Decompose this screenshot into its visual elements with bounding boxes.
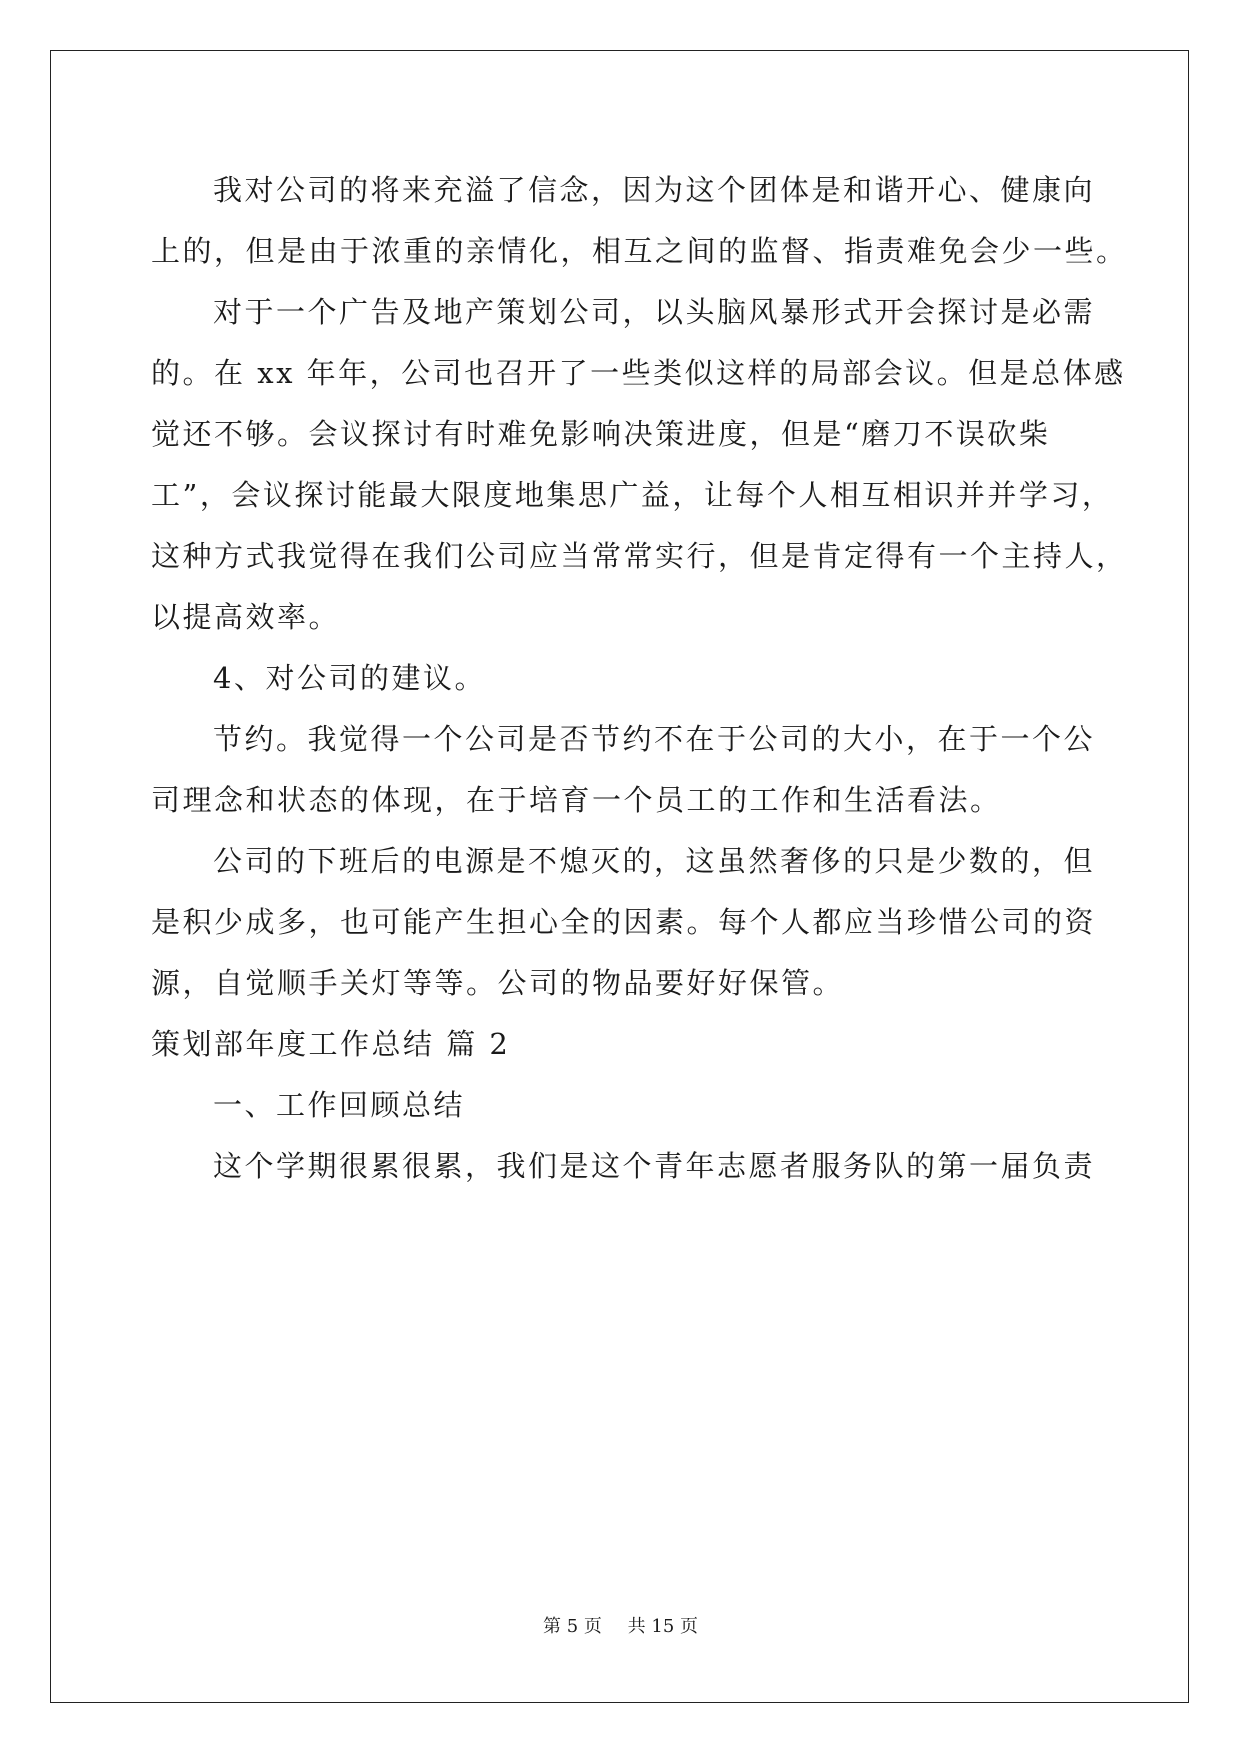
section-heading: 策划部年度工作总结 篇 2: [151, 1027, 511, 1061]
text-line: 4、对公司的建议。: [213, 661, 486, 695]
page-number: 第 5 页: [543, 1616, 602, 1637]
text-line: 公司的下班后的电源是不熄灭的，这虽然奢侈的只是少数的，但: [213, 844, 1096, 878]
text-line: 我对公司的将来充溢了信念，因为这个团体是和谐开心、健康向: [213, 173, 1096, 207]
page-footer: [0, 1612, 1241, 1638]
text-line: 司理念和状态的体现，在于培育一个员工的工作和生活看法。: [151, 783, 1002, 817]
text-line: 的。在 xx 年年，公司也召开了一些类似这样的局部会议。但是总体感: [151, 356, 1126, 390]
text-line: 工”，会议探讨能最大限度地集思广益，让每个人相互相识并并学习，: [151, 478, 1114, 512]
text-line: 这个学期很累很累，我们是这个青年志愿者服务队的第一届负责: [213, 1149, 1096, 1183]
text-line: 这种方式我觉得在我们公司应当常常实行，但是肯定得有一个主持人，: [151, 539, 1128, 573]
text-line: 源，自觉顺手关灯等等。公司的物品要好好保管。: [151, 966, 845, 1000]
document-body: [151, 160, 1128, 1197]
text-line: 节约。我觉得一个公司是否节约不在于公司的大小，在于一个公: [213, 722, 1096, 756]
text-line: 上的，但是由于浓重的亲情化，相互之间的监督、指责难免会少一些。: [151, 234, 1128, 268]
page-total: 共 15 页: [627, 1616, 698, 1637]
text-line: 一、工作回顾总结: [213, 1088, 466, 1122]
text-line: 是积少成多，也可能产生担心全的因素。每个人都应当珍惜公司的资: [151, 905, 1097, 939]
text-line: 以提高效率。: [151, 600, 341, 634]
text-line: 觉还不够。会议探讨有时难免影响决策进度，但是“磨刀不误砍柴: [151, 417, 1051, 451]
text-line: 对于一个广告及地产策划公司，以头脑风暴形式开会探讨是必需: [213, 295, 1096, 329]
